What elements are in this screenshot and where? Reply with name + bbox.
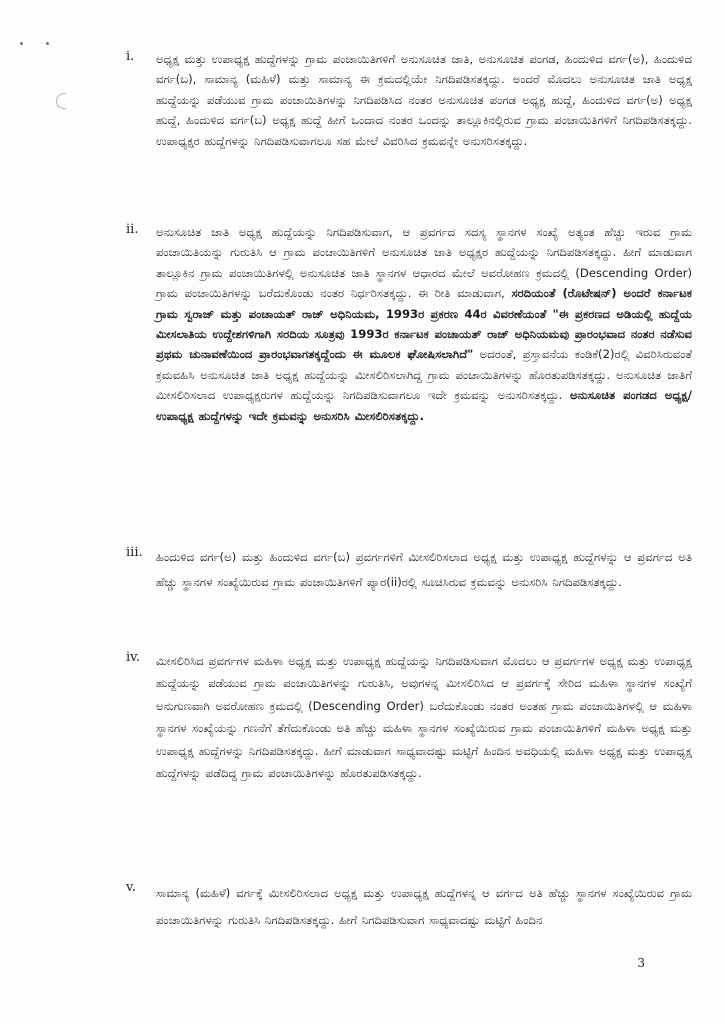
text-segment: ಅದರಂತೆ, ಪ್ರಸ್ತಾವನೆಯ ಕಂಡಿಕೆ(2)ರಲ್ಲಿ ವಿವರಿಸಿರುವಂತೆ ಕ್ರಮವಹಿಸಿ ಅನುಸೂಚಿತ ಜಾತಿ ಅಧ್ಯಕ್ಷ ಹುದ್ದೆಯನ್ನು ಮೀಸಲಿರಿಸಲಾಗಿದ್ದ ಗ್ರಾಮ ಪಂಚಾಯಿತಿಗಳನ್ನು ಹೊರತುಪಡಿಸತಕ್ಕದ್ದು. ಅನುಸೂಚಿತ ಜಾತಿಗೆ ಮೀಸಲಿರಿಸಲಾದ ಉಪಾಧ್ಯಕ್ಷರುಗಳ ಹುದ್ದೆಯನ್ನು ನಿಗದಿಪಡಿಸುವಾಗಲೂ ಇದೇ ಕ್ರಮವನ್ನು ಅನುಸರಿಸತಕ್ಕದ್ದು. xyxy=(156,347,692,403)
item-marker: iii. xyxy=(126,545,143,560)
scan-artifact xyxy=(56,93,66,109)
item-text xyxy=(156,222,692,426)
item-text xyxy=(156,49,692,151)
list-item-iv xyxy=(126,650,692,784)
item-marker: iv. xyxy=(126,650,141,665)
item-marker: ii. xyxy=(126,222,139,237)
text-segment: ಹಿಂದುಳಿದ ವರ್ಗ(ಅ) ಮತ್ತು ಹಿಂದುಳಿದ ವರ್ಗ(ಬ) ಪ್ರವರ್ಗಗಳಿಗೆ ಮೀಸಲಿರಿಸಲಾದ ಅಧ್ಯಕ್ಷ ಮತ್ತು ಉಪಾಧ್ಯಕ್ಷ ಹುದ್ದೆಗಳನ್ನು ಆ ಪ್ರವರ್ಗದ ಅತಿ ಹೆಚ್ಚು ಸ್ಥಾನಗಳ ಸಂಖ್ಯೆಯಿರುವ ಗ್ರಾಮ ಪಂಚಾಯಿತಿಗಳಿಗೆ ಪ್ಯಾರ(ii)ರಲ್ಲಿ ಸೂಚಿಸಿರುವ ಕ್ರಮವನ್ನು ಅನುಸರಿಸಿ ನಿಗದಿಪಡಿಸತಕ್ಕದ್ದು. xyxy=(156,550,692,589)
list-item-i xyxy=(126,49,692,151)
item-text xyxy=(156,545,692,594)
item-marker: i. xyxy=(126,49,135,64)
text-segment: ಸಾಮಾನ್ಯ (ಮಹಿಳೆ) ವರ್ಗಕ್ಕೆ ಮೀಸಲಿರಿಸಲಾದ ಅಧ್ಯಕ್ಷ ಮತ್ತು ಉಪಾಧ್ಯಕ್ಷ ಹುದ್ದೆಗಳನ್ನ ಆ ವರ್ಗದ ಅತಿ ಹೆಚ್ಚು ಸ್ಥಾನಗಳ ಸಂಖ್ಯೆಯಿರುವ ಗ್ರಾಮ ಪಂಚಾಯಿತಿಗಳನ್ನು ಗುರುತಿಸಿ ನಿಗದಿಪಡಿಸತಕ್ಕದ್ದು. ಹೀಗೆ ನಿಗದಿಪಡಿಸುವಾಗ ಸಾಧ್ಯವಾದಷ್ಟು ಮಟ್ಟಿಗೆ ಹಿಂದಿನ xyxy=(156,886,692,927)
item-marker: v. xyxy=(126,880,136,895)
text-segment: ಅಧ್ಯಕ್ಷ ಮತ್ತು ಉಪಾಧ್ಯಕ್ಷ ಹುದ್ದೆಗಳನ್ನು ಗ್ರಾಮ ಪಂಚಾಯಿತಿಗಳಿಗೆ ಅನುಸೂಚಿತ ಜಾತಿ, ಅನುಸೂಚಿತ ಪಂಗಡ, ಹಿಂದುಳಿದ ವರ್ಗ(ಅ), ಹಿಂದುಳಿದ ವರ್ಗ(ಬ), ಸಾಮಾನ್ಯ (ಮಹಿಳೆ) ಮತ್ತು ಸಾಮಾನ್ಯ ಈ ಕ್ರಮದಲ್ಲಿಯೇ ನಿಗದಿಪಡಿಸತಕ್ಕದ್ದು. ಅಂದರೆ ಮೊದಲು ಅನುಸೂಚಿತ ಜಾತಿ ಅಧ್ಯಕ್ಷ ಹುದ್ದೆಯನ್ನು ಪಡೆಯುವ ಗ್ರಾಮ ಪಂಚಾಯಿತಿಗಳನ್ನು ನಿಗದಿಪಡಿಸಿದ ನಂತರ ಅನುಸೂಚಿತ ಪಂಗಡ ಅಧ್ಯಕ್ಷ ಹುದ್ದೆ, ಹಿಂದುಳಿದ ವರ್ಗ(ಅ) ಅಧ್ಯಕ್ಷ ಹುದ್ದೆ, ಹಿಂದುಳಿದ ವರ್ಗ(ಬ) ಅಧ್ಯಕ್ಷ ಹುದ್ದೆ ಹೀಗೆ ಒಂದಾದ ನಂತರ ಒಂದನ್ನು ತಾಲ್ಲೂಕಿನಲ್ಲಿರುವ ಗ್ರಾಮ ಪಂಚಾಯಿತಿಗಳಿಗೆ ನಿಗದಿಪಡಿಸತಕ್ಕದ್ದು. ಉಪಾಧ್ಯಕ್ಷರ ಹುದ್ದೆಗಳನ್ನು ನಿಗದಿಪಡಿಸುವಾಗಲೂ ಸಹ ಮೇಲೆ ವಿವರಿಸಿದ ಕ್ರಮವನ್ನೇ ಅನುಸರಿಸತಕ್ಕದ್ದು. xyxy=(156,52,692,148)
item-text xyxy=(156,650,692,784)
bold-text-segment: ಅನುಸೂಚಿತ ಪಂಗಡದ ಅಧ್ಯಕ್ಷ/ ಉಪಾಧ್ಯಕ್ಷ ಹುದ್ದೆಗಳನ್ನು ಇದೇ ಕ್ರಮವನ್ನು ಅನುಸರಿಸಿ ಮೀಸಲಿರಿಸತಕ್ಕದ್ದು. xyxy=(156,388,692,423)
text-segment: ಮೀಸಲಿರಿಸಿದ ಪ್ರವರ್ಗಗಳ ಮಹಿಳಾ ಅಧ್ಯಕ್ಷ ಮತ್ತು ಉಪಾಧ್ಯಕ್ಷ ಹುದ್ದೆಯನ್ನು ನಿಗದಿಪಡಿಸುವಾಗ ಮೊದಲು ಆ ಪ್ರವರ್ಗಗಳ ಅಧ್ಯಕ್ಷ ಮತ್ತು ಉಪಾಧ್ಯಕ್ಷ ಹುದ್ದೆಯನ್ನು ಪಡೆಯುವ ಗ್ರಾಮ ಪಂಚಾಯಿತಿಗಳನ್ನು ಗುರುತಿಸಿ, ಅವುಗಳನ್ನ ಮೀಸಲಿರಿಸಿದ ಆ ಪ್ರವರ್ಗಕ್ಕೆ ಸೇರಿದ ಮಹಿಳಾ ಸ್ಥಾನಗಳ ಸಂಖ್ಯೆಗೆ ಅನುಗುಣವಾಗಿ ಅವರೋಹಣ ಕ್ರಮದಲ್ಲಿ (Descending Order) ಬರೆದುಕೊಂಡು ನಂತರ ಅಂತಹ ಗ್ರಾಮ ಪಂಚಾಯಿತಿಗಳಲ್ಲಿ ಆ ಮಹಿಳಾ ಸ್ಥಾನಗಳ ಸಂಖ್ಯೆಯನ್ನು ಗಣನೆಗೆ ತೆಗೆದುಕೊಂಡು ಅತಿ ಹೆಚ್ಚು ಮಹಿಳಾ ಸ್ಥಾನಗಳ ಸಂಖ್ಯೆಯಿರುವ ಗ್ರಾಮ ಪಂಚಾಯಿತಿಗಳಿಗೆ ಮಹಿಳಾ ಅಧ್ಯಕ್ಷ ಮತ್ತು ಉಪಾಧ್ಯಕ್ಷ ಹುದ್ದೆಗಳನ್ನು ನಿಗದಿಪಡಿಸತಕ್ಕದ್ದು. ಹೀಗೆ ಮಾಡುವಾಗ ಸಾಧ್ಯವಾದಷ್ಟು ಮಟ್ಟಿಗೆ ಹಿಂದಿನ ಅವಧಿಯಲ್ಲಿ ಮಹಿಳಾ ಅಧ್ಯಕ್ಷ ಮತ್ತು ಉಪಾಧ್ಯಕ್ಷ ಹುದ್ದೆಗಳನ್ನು ಪಡೆದಿದ್ದ ಗ್ರಾಮ ಪಂಚಾಯಿತಿಗಳನ್ನು ಹೊರತುಪಡಿಸತಕ್ಕದ್ದು. xyxy=(156,654,692,781)
item-text xyxy=(156,880,692,933)
scan-dot xyxy=(20,42,23,45)
list-item-v xyxy=(126,880,692,933)
bold-text-segment: ಸರದಿಯಂತೆ (ರೊಟೇಷನ್) ಅಂದರೆ ಕರ್ನಾಟಕ ಗ್ರಾಮ ಸ್ವರಾಜ್ ಮತ್ತು ಪಂಚಾಯತ್ ರಾಜ್ ಅಧಿನಿಯಮ, 1993ರ ಪ್ರಕರಣ 44ರ ವಿವರಣೆಯಂತೆ "ಈ ಪ್ರಕರಣದ ಅಡಿಯಲ್ಲಿ ಹುದ್ದೆಯ ಮೀಸಲಾತಿಯ ಉದ್ದೇಶಗಳಿಗಾಗಿ ಸರದಿಯ ಸೂತ್ರವು 1993ರ ಕರ್ನಾಟಕ ಪಂಚಾಯತ್ ರಾಜ್ ಅಧಿನಿಯಮವು ಪ್ರಾರಂಭವಾದ ನಂತರ ನಡೆಸುವ ಪ್ರಥಮ ಚುನಾವಣೆಯಿಂದ ಪ್ರಾರಂಭವಾಗತಕ್ಕದ್ದೆಂದು ಈ ಮೂಲಕ ಘೋಷಿಸಲಾಗಿದೆ" xyxy=(156,286,692,362)
page-number: 3 xyxy=(637,956,645,970)
scan-dot xyxy=(46,42,49,45)
list-item-ii xyxy=(126,222,692,426)
list-item-iii xyxy=(126,545,692,594)
text-segment: ಅನುಸೂಚಿತ ಜಾತಿ ಅಧ್ಯಕ್ಷ ಹುದ್ದೆಯನ್ನು ನಿಗದಿಪಡಿಸುವಾಗ, ಆ ಪ್ರವರ್ಗದ ಸದಸ್ಯ ಸ್ಥಾನಗಳ ಸಂಖ್ಯೆ ಅತ್ಯಂತ ಹೆಚ್ಚು ಇರುವ ಗ್ರಾಮ ಪಂಚಾಯಿತಿಯನ್ನು ಗುರುತಿಸಿ ಆ ಗ್ರಾಮ ಪಂಚಾಯಿತಿಗಳಿಗೆ ಅನುಸೂಚಿತ ಜಾತಿ ಅಧ್ಯಕ್ಷರ ಹುದ್ದೆಯನ್ನು ನಿಗದಿಪಡಿಸತಕ್ಕದ್ದು. ಹೀಗೆ ಮಾಡುವಾಗ ತಾಲ್ಲೂಕಿನ ಗ್ರಾಮ ಪಂಚಾಯಿತಿಗಳಲ್ಲಿ ಅನುಸೂಚಿತ ಜಾತಿ ಸ್ಥಾನಗಳ ಆಧಾರದ ಮೇಲೆ ಅವರೋಹಣ ಕ್ರಮದಲ್ಲಿ (Descending Order) ಗ್ರಾಮ ಪಂಚಾಯಿತಿಗಳನ್ನು ಬರೆದುಕೊಂಡು ನಂತರ ನಿರ್ಧರಿಸತಕ್ಕದ್ದು. ಈ ರೀತಿ ಮಾಡುವಾಗ, xyxy=(156,225,692,301)
